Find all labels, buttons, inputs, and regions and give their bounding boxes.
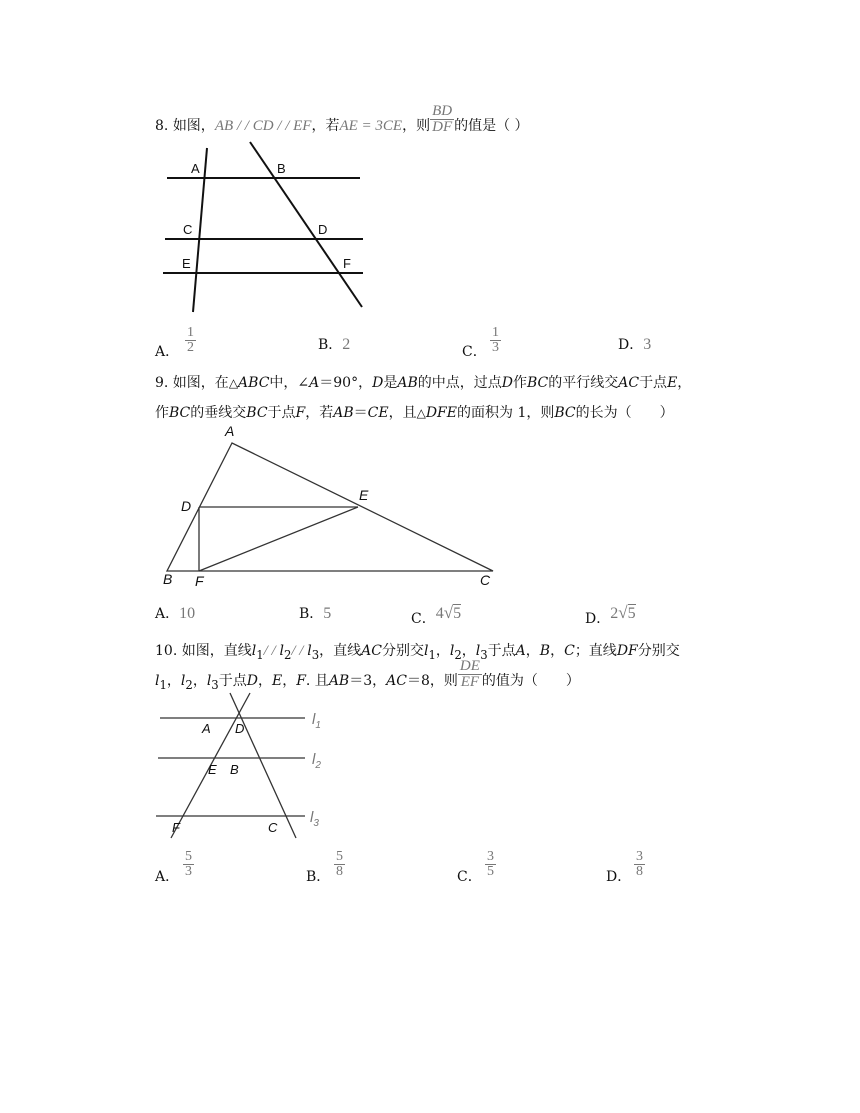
frac-den: EF — [458, 674, 482, 690]
q10-label-e: E — [208, 762, 217, 777]
q9-label-b: B — [163, 571, 173, 587]
text: 的面积为 1，则 — [457, 405, 555, 421]
text: BC — [554, 405, 576, 421]
text: l — [279, 643, 284, 659]
text: ， — [192, 673, 207, 689]
subscript: 1 — [159, 677, 167, 692]
q8-option-b-key: B． — [318, 337, 343, 353]
text: 的中点，过点 — [417, 375, 502, 391]
q8-label-d: D — [318, 222, 328, 237]
q8-frac-num: BD — [432, 102, 453, 119]
l-letter: l — [312, 711, 316, 728]
q8-math-ratio: AE = 3CE — [339, 118, 403, 134]
triangle-symbol: △ — [228, 376, 239, 390]
text: ， — [166, 673, 181, 689]
q10-stem-line2 — [155, 657, 580, 692]
text: 的值为（ ） — [481, 673, 580, 689]
text: 的平行线交 — [548, 375, 619, 391]
text: F — [295, 405, 306, 421]
radical-sign: √ — [443, 603, 454, 622]
q8-math-parallel: AB / / CD / / EF — [214, 118, 312, 134]
text: CE — [367, 405, 389, 421]
q10-label-f: F — [172, 820, 180, 835]
text: ，直线 — [319, 643, 362, 659]
q10-fraction — [458, 659, 482, 690]
frac-den: 5 — [487, 864, 494, 879]
option-radicand: 5 — [453, 605, 462, 622]
math: / / — [291, 643, 308, 659]
l-letter: l — [310, 809, 314, 826]
option-coef: 2 — [610, 605, 619, 622]
text: C — [564, 643, 575, 659]
q8-option-d[interactable] — [618, 334, 651, 354]
q10-stem-line1 — [155, 640, 680, 662]
text: l — [206, 673, 212, 689]
triangle-symbol: △ — [416, 406, 426, 420]
subscript: 3 — [480, 647, 488, 662]
q8-option-c-key: C． — [462, 344, 487, 360]
text: 于点 — [218, 673, 247, 689]
q8-transversal-bf — [250, 142, 362, 307]
option-value: 5 — [323, 605, 332, 622]
q10-label-a: A — [202, 721, 211, 736]
subscript: 3 — [311, 647, 320, 662]
l-subscript: 1 — [315, 720, 321, 731]
text: ， — [461, 643, 476, 659]
math: / / — [263, 643, 280, 659]
subscript: 2 — [454, 647, 462, 662]
option-key: A． — [155, 869, 180, 885]
text: l — [423, 643, 429, 659]
q9-label-f: F — [195, 573, 204, 589]
q9-label-d: D — [181, 498, 192, 514]
q10-option-a-fraction — [183, 850, 194, 879]
text: ，且 — [388, 405, 417, 421]
text: E — [271, 673, 283, 689]
text: F — [296, 673, 306, 689]
text: 的垂线交 — [190, 405, 247, 421]
q10-figure — [150, 690, 335, 840]
text: 作 — [155, 405, 169, 421]
q10-label-l2 — [312, 751, 321, 771]
text: D — [501, 375, 513, 391]
q9-label-c: C — [480, 572, 491, 588]
text: AC — [386, 673, 407, 689]
option-coef: 4 — [435, 605, 444, 622]
q9-stem-line2 — [155, 402, 674, 422]
frac-num: 1 — [492, 325, 499, 340]
q9-option-a[interactable] — [155, 603, 195, 623]
l-letter: l — [312, 751, 316, 768]
subscript: 1 — [428, 647, 436, 662]
text: 分别交 — [637, 643, 680, 659]
q8-label-c: C — [183, 222, 193, 237]
q10-label-l1 — [312, 711, 321, 731]
q8-label-b: B — [277, 161, 286, 176]
q8-number: 8. — [155, 118, 173, 134]
q8-option-d-key: D． — [618, 337, 644, 353]
q9-label-a: A — [225, 423, 235, 439]
radical-sign: √ — [618, 603, 628, 622]
text: 是 — [383, 375, 398, 391]
option-key: D． — [585, 611, 611, 627]
option-key: D． — [606, 869, 632, 885]
q10-label-d: D — [235, 721, 245, 736]
text: 作 — [512, 375, 527, 391]
text: l — [475, 643, 481, 659]
text: DFE — [425, 405, 457, 421]
q8-option-a-key: A． — [155, 344, 180, 360]
q9-stem-line1 — [155, 372, 691, 392]
text: l — [307, 643, 312, 659]
text: ＝8，则 — [406, 673, 458, 689]
text: D — [246, 673, 258, 689]
text: AB — [328, 673, 350, 689]
text: 于点 — [639, 375, 668, 391]
frac-den: 8 — [336, 864, 343, 879]
frac-num: DE — [459, 657, 480, 674]
frac-den: 3 — [185, 864, 192, 879]
text: 分别交 — [381, 643, 424, 659]
text: 中， — [269, 375, 298, 391]
q9-option-d[interactable] — [585, 603, 636, 627]
q10-label-l3 — [310, 809, 319, 829]
option-key: C． — [411, 611, 436, 627]
q9-figure — [155, 420, 505, 592]
q8-label-a: A — [191, 161, 200, 176]
q8-option-b[interactable] — [318, 334, 350, 354]
q8-option-c-fraction — [490, 326, 501, 355]
text: B — [539, 643, 551, 659]
frac-num: 3 — [636, 849, 643, 864]
frac-num: 1 — [187, 325, 194, 340]
text: ，若 — [305, 405, 334, 421]
text: ∠A — [297, 375, 320, 391]
q10-label-c: C — [268, 820, 278, 835]
q8-frac-den: DF — [432, 118, 453, 135]
q10-option-c-fraction — [485, 850, 496, 879]
option-key: A． — [155, 606, 180, 622]
frac-den: 8 — [636, 864, 643, 879]
q10-option-b-fraction — [334, 850, 345, 879]
text: ， — [282, 673, 297, 689]
q10-option-d-fraction — [634, 850, 645, 879]
text: AC — [361, 643, 382, 659]
text: A — [515, 643, 526, 659]
text: ＝90°， — [319, 375, 373, 391]
text: ， — [257, 673, 272, 689]
text: l — [251, 643, 257, 659]
text: 10. 如图，直线 — [155, 643, 252, 659]
text: AB — [333, 405, 354, 421]
text: l — [449, 643, 455, 659]
text: ＝3， — [349, 673, 387, 689]
q8-text: 的值是（ ） — [454, 118, 529, 134]
text: l — [155, 673, 160, 689]
text: 9. 如图，在 — [155, 375, 229, 391]
option-key: B． — [306, 869, 331, 885]
subscript: 2 — [283, 647, 292, 662]
q8-option-d-value: 3 — [643, 336, 652, 353]
option-value: 10 — [179, 605, 196, 622]
frac-den: 3 — [492, 340, 499, 355]
option-key: C． — [457, 869, 482, 885]
text: BC — [526, 375, 549, 391]
subscript: 1 — [256, 647, 264, 662]
text: ， — [435, 643, 450, 659]
frac-num: 5 — [185, 849, 192, 864]
text: 于点 — [267, 405, 296, 421]
text: ＝ — [353, 405, 368, 421]
text: ， — [550, 643, 565, 659]
text: BC — [246, 405, 268, 421]
l-subscript: 2 — [315, 760, 321, 771]
text: l — [180, 673, 186, 689]
q9-option-b[interactable] — [299, 603, 331, 623]
frac-den: 2 — [187, 340, 194, 355]
text: ；直线 — [574, 643, 617, 659]
q8-figure — [155, 140, 370, 320]
frac-num: 5 — [336, 849, 343, 864]
text: ， — [677, 375, 692, 391]
text: AB — [397, 375, 418, 391]
q9-segment-fe — [199, 507, 358, 571]
q9-option-c[interactable] — [411, 603, 462, 627]
q8-stem — [155, 102, 529, 135]
text: . 且 — [305, 673, 329, 689]
option-key: B． — [299, 606, 324, 622]
text: ， — [525, 643, 540, 659]
text: DF — [616, 643, 638, 659]
text: 于点 — [487, 643, 516, 659]
q10-label-b: B — [230, 762, 239, 777]
text: BC — [169, 405, 191, 421]
text: ABC — [238, 375, 270, 391]
option-radicand: 5 — [627, 605, 636, 622]
text: D — [372, 375, 384, 391]
text: 的长为（ ） — [575, 405, 674, 421]
q8-option-b-value: 2 — [342, 336, 351, 353]
text: E — [667, 375, 678, 391]
q8-label-f: F — [343, 256, 351, 271]
q8-text: ，若 — [311, 118, 340, 134]
q8-text: 如图， — [172, 118, 215, 134]
text: AC — [618, 375, 640, 391]
l-subscript: 3 — [313, 818, 319, 829]
q8-text: ，则 — [402, 118, 431, 134]
subscript: 2 — [185, 677, 193, 692]
q8-label-e: E — [182, 256, 191, 271]
q9-label-e: E — [359, 487, 369, 503]
q8-option-a-fraction — [185, 326, 196, 355]
frac-num: 3 — [487, 849, 494, 864]
subscript: 3 — [211, 677, 219, 692]
q8-fraction — [430, 104, 454, 135]
